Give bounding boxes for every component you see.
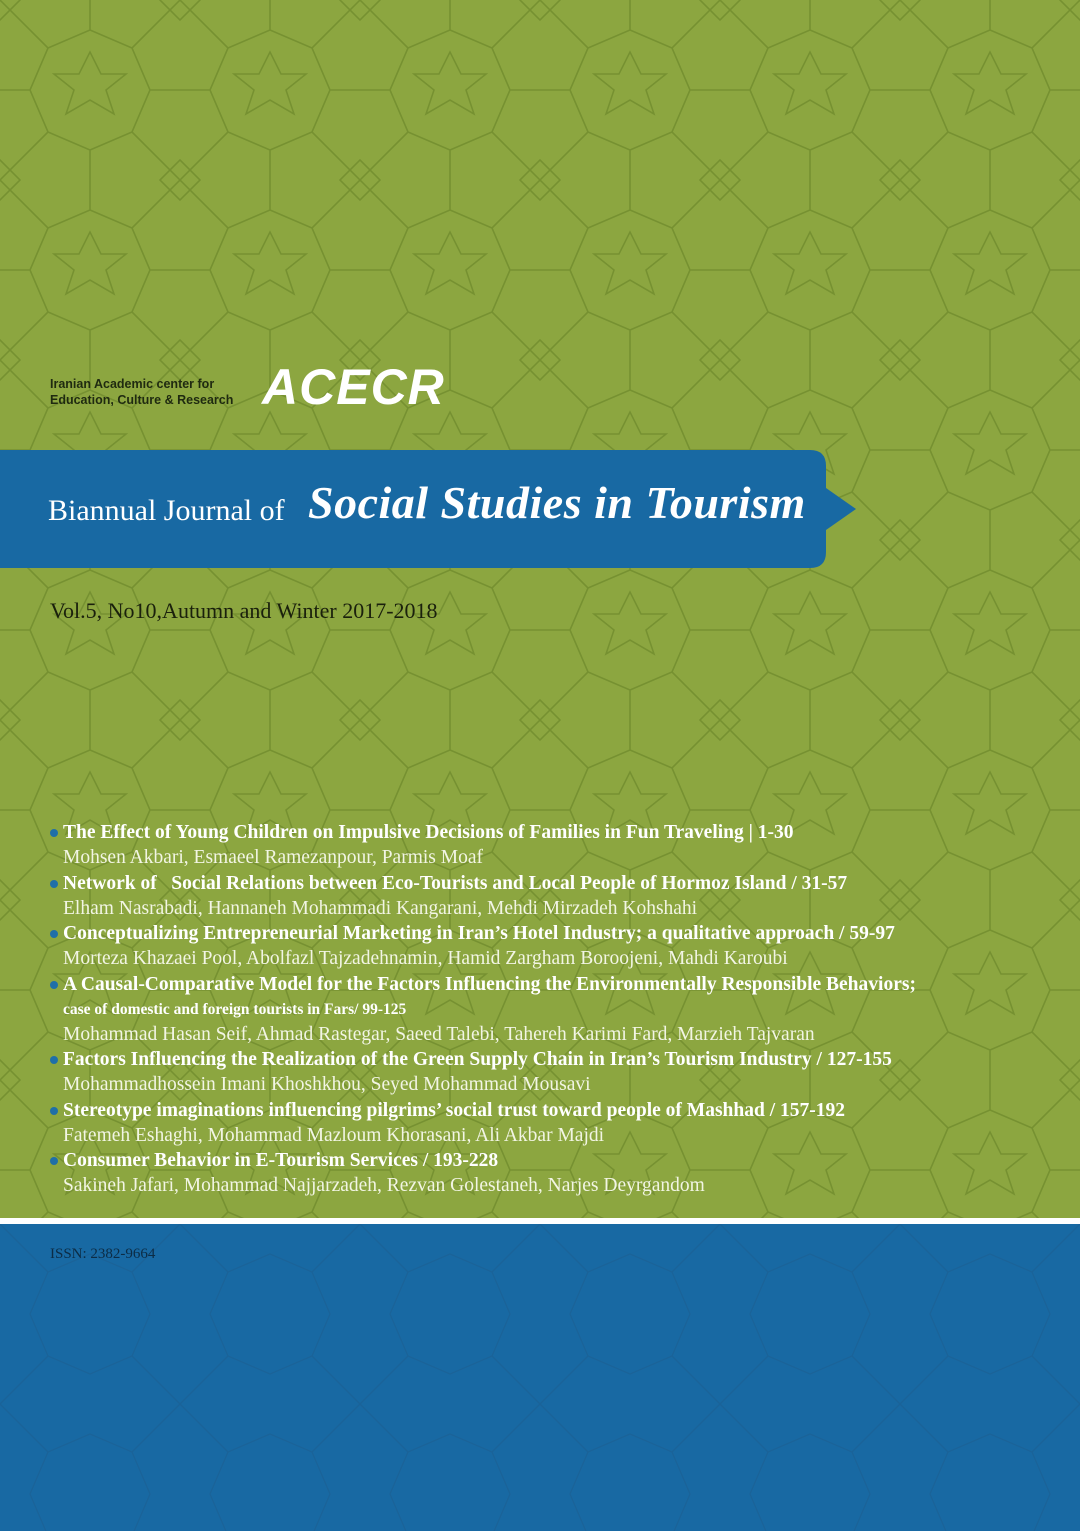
article-entry [50,820,1060,871]
article-entry [50,1047,1060,1098]
article-title-text: A Causal-Comparative Model for the Factors Influencing the Environmentally Responsible Behaviors; [63,973,916,995]
article-authors: Morteza Khazaei Pool, Abolfazl Tajzadehnamin, Hamid Zargham Boroojeni, Mahdi Karoubi [63,948,788,969]
article-title [50,820,1060,845]
article-entry [50,871,1060,922]
title-banner [0,448,860,570]
article-authors: Mohammadhossein Imani Khoshkhou, Seyed Mohammad Mousavi [63,1074,591,1095]
publisher-name-line-2: Education, Culture & Research [50,393,234,407]
table-of-contents [50,820,1060,1199]
article-authors: Fatemeh Eshaghi, Mohammad Mazloum Khorasani, Ali Akbar Majdi [63,1124,605,1146]
article-authors: Sakineh Jafari, Mohammad Najjarzadeh, Rezvan Golestaneh, Narjes Deyrgandom [63,1175,705,1196]
article-authors: Mohsen Akbari, Esmaeel Ramezanpour, Parmis Moaf [63,847,483,868]
publisher-block [50,359,470,415]
article-title [50,921,1060,946]
article-title-text: Conceptualizing Entrepreneurial Marketing in Iran’s Hotel Industry; a qualitative approach / 59-97 [63,923,895,944]
bullet-dot-icon [50,930,58,938]
bullet-dot-icon [50,1107,58,1115]
bullet-dot-icon [50,829,58,837]
article-title [50,1098,1060,1123]
article-entry [50,972,1060,1048]
article-entry [50,1098,1060,1149]
bullet-dot-icon [50,981,58,989]
bullet-dot-icon [50,880,58,888]
publisher-name-line-1: Iranian Academic center for [50,377,215,391]
acecr-logo: ACECR [262,359,445,415]
bullet-dot-icon [50,1056,58,1064]
cover-blue-footer [0,1224,1080,1531]
bullet-dot-icon [50,1157,58,1165]
article-title-text: Consumer Behavior in E-Tourism Services / 193-228 [63,1150,499,1171]
volume-info: Vol.5, No10,Autumn and Winter 2017-2018 [50,598,438,623]
issn-number: ISSN: 2382-9664 [50,1246,156,1262]
article-title-text: The Effect of Young Children on Impulsive Decisions of Families in Fun Traveling | 1-30 [63,822,794,843]
article-title-text: Factors Influencing the Realization of the Green Supply Chain in Iran’s Tourism Industry / 127-155 [63,1049,892,1070]
article-subtitle: case of domestic and foreign tourists in Fars/ 99-125 [63,1000,407,1018]
article-entry [50,921,1060,972]
article-title-text: Network of Social Relations between Eco-Tourists and Local People of Hormoz Island / 31-57 [63,872,848,894]
footer-pattern [0,1224,1080,1531]
article-authors: Mohammad Hasan Seif, Ahmad Rastegar, Saeed Talebi, Tahereh Karimi Fard, Marzieh Tajvaran [63,1023,815,1045]
article-entry [50,1148,1060,1199]
article-title [50,972,1060,997]
article-title [50,871,1060,896]
article-title [50,1047,1060,1072]
journal-prefix: Biannual Journal of [48,494,285,527]
publisher-name [50,376,233,408]
article-title [50,1148,1060,1173]
journal-title: Social Studies in Tourism [308,477,806,528]
article-title-text: Stereotype imaginations influencing pilgrims’ social trust toward people of Mashhad / 157-192 [63,1099,845,1121]
article-authors: Elham Nasrabadi, Hannaneh Mohammadi Kangarani, Mehdi Mirzadeh Kohshahi [63,897,698,919]
